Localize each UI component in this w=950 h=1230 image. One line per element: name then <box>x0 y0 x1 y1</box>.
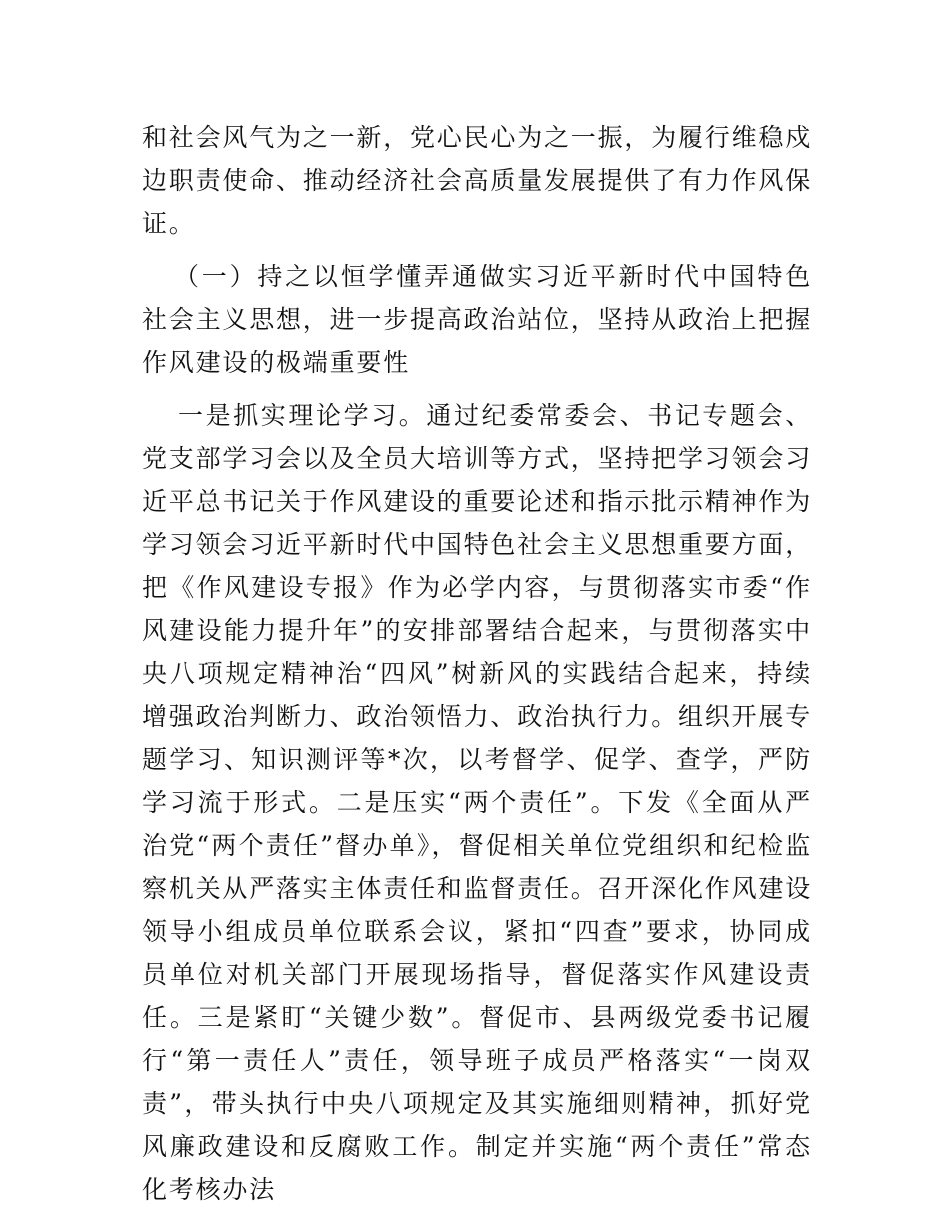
paragraph-body: 一是抓实理论学习。通过纪委常委会、书记专题会、党支部学习会以及全员大培训等方式，坚持把学习领会习近平总书记关于作风建设的重要论述和指示批示精神作为学习领会习近平新时代中国特色社会主义思想重要方面，把《作风建设专报》作为必学内容，与贯彻落实市委“作风建设能力提升年”的安排部署结合起来，与贯彻落实中央八项规定精神治“四风”树新风的实践结合起来，持续增强政治判断力、政治领悟力、政治执行力。组织开展专题学习、知识测评等*次，以考督学、促学、查学，严防学习流于形式。二是压实“两个责任”。下发《全面从严治党“两个责任”督办单》，督促相关单位党组织和纪检监察机关从严落实主体责任和监督责任。召开深化作风建设领导小组成员单位联系会议，紧扣“四查”要求，协同成员单位对机关部门开展现场指导，督促落实作风建设责任。三是紧盯“关键少数”。督促市、县两级党委书记履行“第一责任人”责任，领导班子成员严格落实“一岗双责”，带头执行中央八项规定及其实施细则精神，抓好党风廉政建设和反腐败工作。制定并实施“两个责任”常态化考核办法 <box>142 401 813 1204</box>
document-body <box>142 116 812 1211</box>
paragraph-continuation: 和社会风气为之一新，党心民心为之一振，为履行维稳戍边职责使命、推动经济社会高质量发展提供了有力作风保证。 <box>142 123 813 238</box>
section-heading: （一）持之以恒学懂弄通做实习近平新时代中国特色社会主义思想，进一步提高政治站位，坚持从政治上把握作风建设的极端重要性 <box>142 262 813 377</box>
